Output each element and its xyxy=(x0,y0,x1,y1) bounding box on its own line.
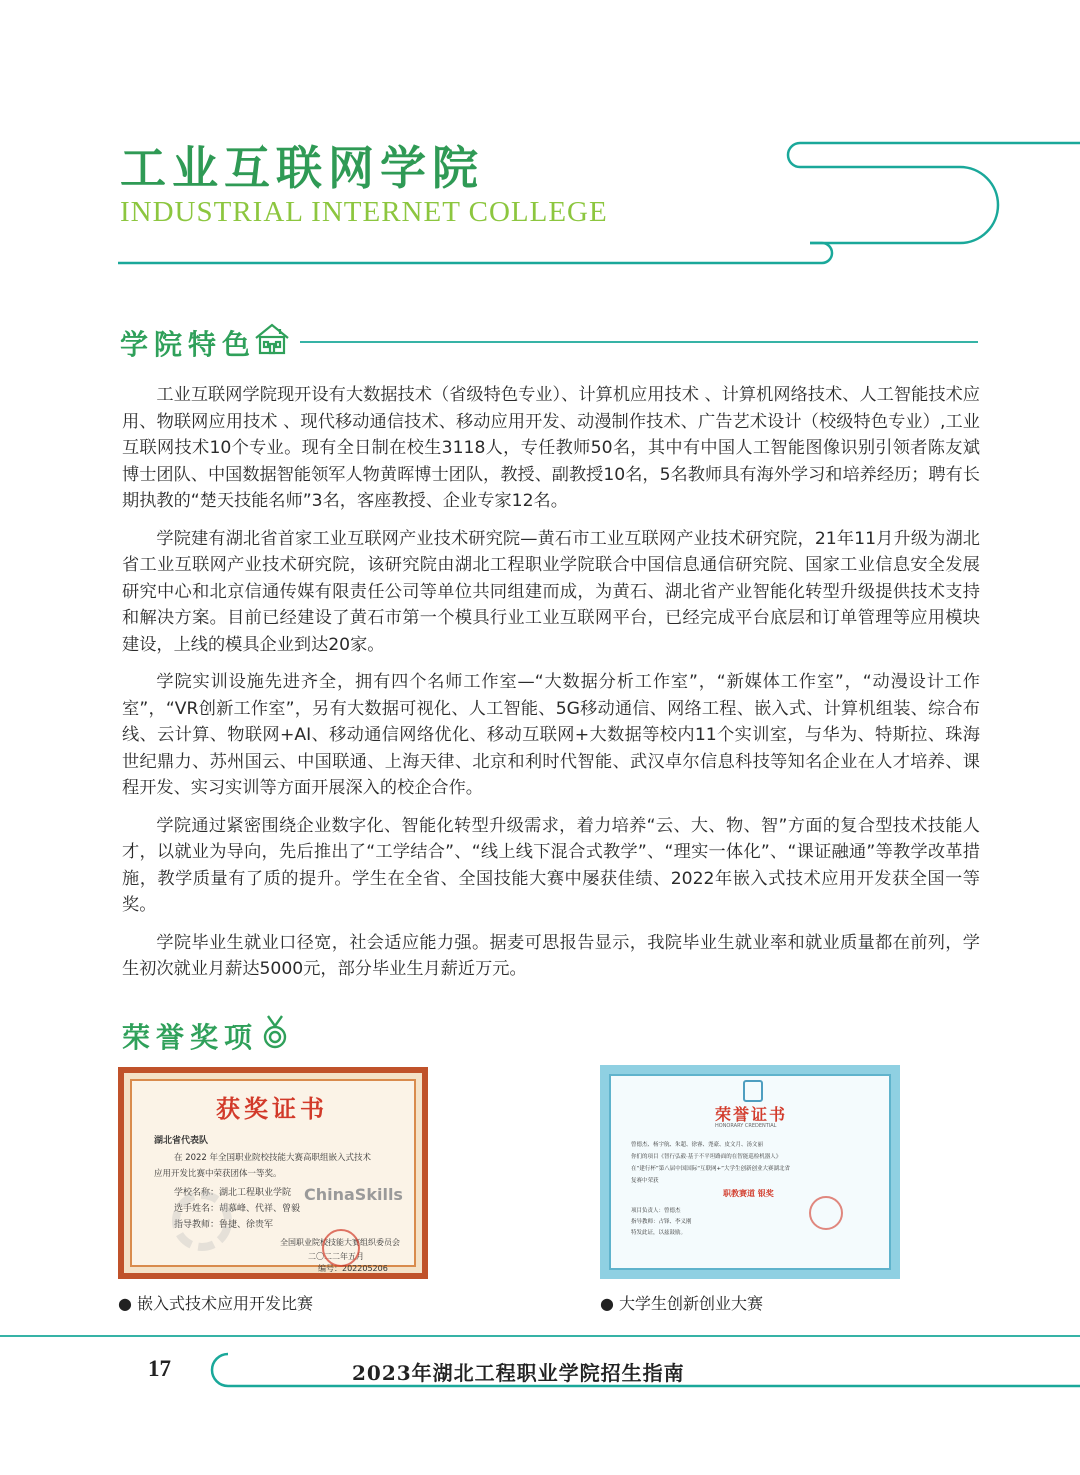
certificate-subtitle: HONORARY CREDENTIAL xyxy=(715,1123,777,1129)
certificate-line: 应用开发比赛中荣获团体一等奖。 xyxy=(154,1169,282,1179)
medal-icon xyxy=(262,1014,288,1050)
certificate-line: 在 2022 年全国职业院校技能大赛高职组嵌入式技术 xyxy=(174,1153,372,1163)
certificate-line: 指导教师：占锋、李义刚 xyxy=(631,1219,692,1225)
certificate-line: 在“建行杯”第八届中国国际“互联网+”大学生创新创业大赛湖北省 xyxy=(631,1166,791,1172)
certificate-line: 学校名称：湖北工程职业学院 xyxy=(174,1188,292,1198)
college-title-en: INDUSTRIAL INTERNET COLLEGE xyxy=(120,196,608,228)
red-seal xyxy=(809,1196,843,1230)
paragraph: 学院通过紧密围绕企业数字化、智能化转型升级需求，着力培养“云、大、物、智”方面的复合型技术技能人才，以就业为导向，先后推出了“工学结合”、“线上线下混合式教学”、“理实一体化”、“课证融通”等教学改革措施，教学质量有了质的提升。学生在全省、全国技能大赛中屡获佳绩、2022年嵌入式技术应用开发获全国一等奖。 xyxy=(122,815,980,915)
house-icon xyxy=(254,322,290,356)
college-title-cn: 工业互联网学院 xyxy=(120,141,484,195)
certificate-line: 曾德杰、杨宇航、朱超、徐睿、尧豪、皮文月、汤文丽 xyxy=(631,1142,764,1148)
certificate-line: 指导教师：鲁捷、徐贵军 xyxy=(174,1220,274,1230)
certificate-line: 选手姓名：胡慕峰、代祥、曾毅 xyxy=(174,1204,301,1214)
section-title-awards xyxy=(122,1016,258,1056)
paragraph: 工业互联网学院现开设有大数据技术（省级特色专业）、计算机应用技术 、计算机网络技术、人工智能技术应用、物联网应用技术 、现代移动通信技术、移动应用开发、动漫制作技术、广告艺术设计（校级特色专业）,工业互联网技术10个专业。现有全日制在校生3118人，专任教师50名，其中有中国人工智能图像识别引领者陈友斌博士团队、中国数据智能领军人物黄晖博士团队，教授、副教授10名，5名教师具有海外学习和培养经历；聘有长期执教的“楚天技能名师”3名，客座教授、企业专家12名。 xyxy=(122,385,980,511)
paragraph: 学院实训设施先进齐全，拥有四个名师工作室—“大数据分析工作室”，“新媒体工作室”，“动漫设计工作室”，“VR创新工作室”，另有大数据可视化、人工智能、5G移动通信、网络工程、嵌入式、计算机组装、综合布线、云计算、物联网+AI、移动通信网络优化、移动互联网+大数据等校内11个实训室，与华为、特斯拉、珠海世纪鼎力、苏州国云、中国联通、上海天律、北京和利时代智能、武汉卓尔信息科技等知名企业在人才培养、课程开发、实习实训等方面开展深入的校企合作。 xyxy=(122,672,980,798)
certificate-line: 复赛中荣获 xyxy=(631,1178,659,1184)
certificate-line: 特发此证，以兹鼓励。 xyxy=(631,1230,687,1236)
section-title-text: 荣誉奖项 xyxy=(122,1021,259,1054)
certificate-line: 湖北省代表队 xyxy=(154,1136,209,1146)
red-seal xyxy=(322,1229,360,1267)
award-caption: ● 嵌入式技术应用开发比赛 xyxy=(118,1294,314,1313)
chinaskills-watermark: ChinaSkills xyxy=(304,1185,403,1204)
award-caption: ● 大学生创新创业大赛 xyxy=(600,1294,764,1313)
award-certificate-embedded xyxy=(118,1067,428,1279)
paragraph: 学院建有湖北省首家工业互联网产业技术研究院—黄石市工业互联网产业技术研究院，21年11月升级为湖北省工业互联网产业技术研究院，该研究院由湖北工程职业学院联合中国信息通信研究院、国家工业信息安全发展研究中心和北京信通传媒有限责任公司等单位共同组建而成，为黄石、湖北省产业智能化转型升级提供技术支持和解决方案。目前已经建设了黄石市第一个模具行业工业互联网平台，已经完成平台底层和订单管理等应用模块建设，上线的模具企业到达20家。 xyxy=(122,528,980,655)
certificate-line: 你们的项目《智行弘毅·基于不平坦路面的在智能巡检机器人》 xyxy=(631,1154,782,1160)
gear-watermark xyxy=(172,1191,232,1251)
features-body xyxy=(122,382,980,994)
certificate-line: 二〇二二年五月 xyxy=(308,1252,364,1261)
section-title-text: 学院特色 xyxy=(120,328,257,361)
page-number: 17 xyxy=(148,1356,171,1381)
section-title-features xyxy=(120,323,256,363)
emblem-icon xyxy=(743,1080,763,1102)
certificate-line: 全国职业院校技能大赛组织委员会 xyxy=(280,1238,400,1247)
certificate-award: 职教赛道 银奖 xyxy=(723,1189,774,1198)
footer-title: 2023年湖北工程职业学院招生指南 xyxy=(352,1361,685,1385)
award-certificate-innovation xyxy=(600,1065,900,1279)
certificate-title: 荣誉证书 xyxy=(715,1105,788,1124)
certificate-title: 获奖证书 xyxy=(216,1094,328,1123)
certificate-line: 项目负责人：曾德杰 xyxy=(631,1208,681,1214)
certificate-line: 编号：202205206 xyxy=(318,1264,388,1273)
paragraph: 学院毕业生就业口径宽，社会适应能力强。据麦可思报告显示，我院毕业生就业率和就业质量都在前列，学生初次就业月薪达5000元，部分毕业生月薪近万元。 xyxy=(122,932,980,979)
